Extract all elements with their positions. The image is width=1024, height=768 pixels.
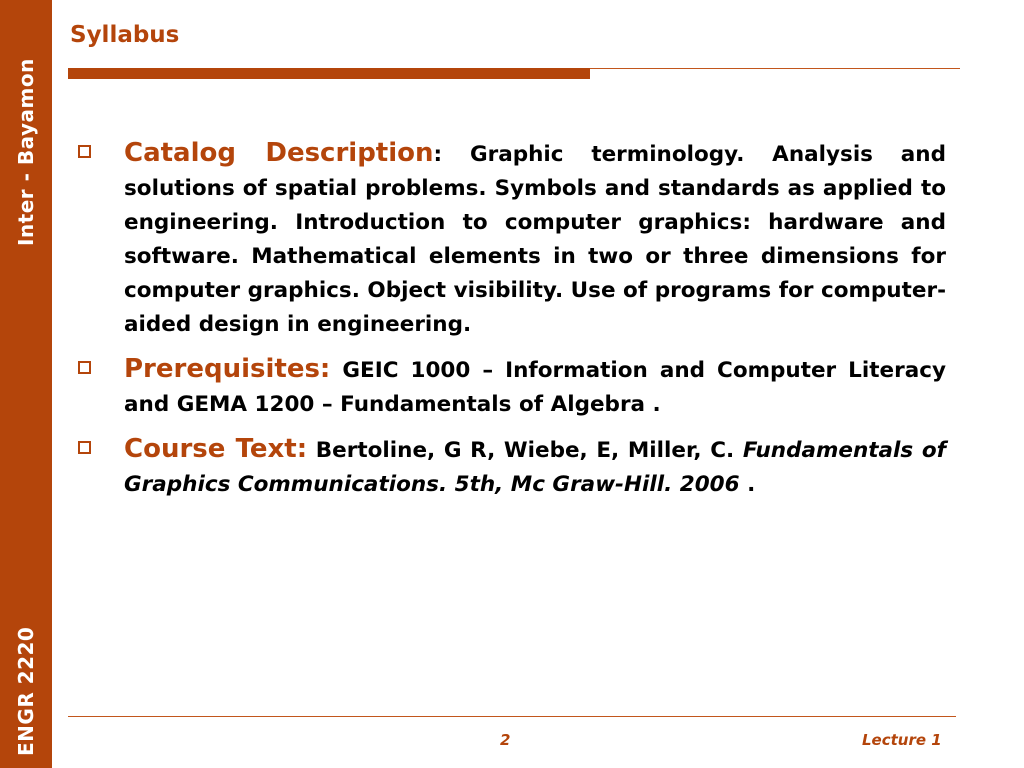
bullet-text: Graphic terminology. Analysis and solutions of spatial problems. Symbols and standards as applied to engineering. Introduction to computer graphics: hardware and software. Mathematical elements in two or three dimensions for computer graphics. Object visibility. Use of programs for computer-aided design in engineering.: [124, 142, 946, 337]
side-label-campus: Inter - Bayamon: [14, 58, 38, 246]
hollow-square-bullet-icon: [78, 145, 91, 158]
slide-content: [78, 136, 946, 512]
bullet-text: Bertoline, G R, Wiebe, E, Miller, C.: [315, 438, 735, 463]
title-divider-thick: [68, 68, 590, 79]
bullet-label: Course Text:: [124, 434, 308, 464]
bullet-prerequisites: [78, 352, 946, 422]
bullet-suffix: .: [747, 472, 756, 497]
page-number: 2: [500, 731, 511, 749]
bullet-text: GEIC 1000 – Information and Computer Literacy and GEMA 1200 – Fundamentals of Algebra .: [124, 358, 946, 417]
bullet-colon: :: [433, 142, 443, 167]
bullet-course-text: [78, 432, 946, 502]
book-title-text: Fundamentals of Graphics Communications. 5th, Mc Graw-Hill. 2006: [124, 438, 946, 497]
bullet-label: Prerequisites:: [124, 354, 331, 384]
bullet-catalog-description: [78, 136, 946, 342]
footer-divider: [68, 716, 956, 717]
lecture-label: Lecture 1: [862, 731, 942, 749]
hollow-square-bullet-icon: [78, 441, 91, 454]
side-label-course: ENGR 2220: [14, 626, 38, 756]
slide-title: Syllabus: [70, 22, 180, 48]
bullet-label: Catalog Description: [124, 138, 434, 168]
hollow-square-bullet-icon: [78, 361, 91, 374]
